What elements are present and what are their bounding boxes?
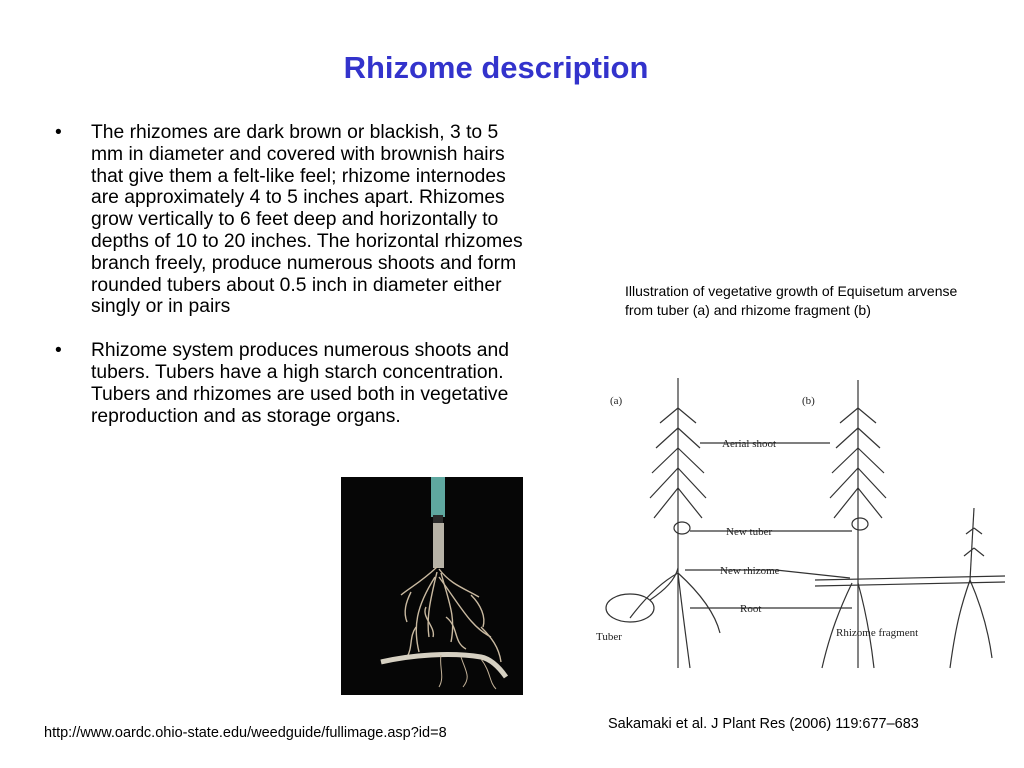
slide-title: Rhizome description (343, 50, 649, 85)
citation-text: Sakamaki et al. J Plant Res (2006) 119:677–683 (608, 716, 919, 732)
bullet-item-1 (48, 122, 528, 318)
rhizome-photo (341, 477, 523, 695)
bullet-item-2 (48, 340, 528, 427)
label-rhizome-fragment: Rhizome fragment (836, 627, 919, 639)
bullet-text-1: The rhizomes are dark brown or blackish, 3 to 5 mm in diameter and covered with brownish hairs that give them a felt-like feel; rhizome internodes are approximately 4 to 5 inches apart. Rhizomes grow vertically to 6 feet deep and horizontally to depths of 10 to 20 inches. The horizontal rhizomes branch freely, produce numerous shoots and form rounded tubers about 0.5 inch in diameter either singly or in pairs (91, 122, 523, 318)
label-new-tuber: New tuber (726, 526, 773, 538)
bullet-list (48, 122, 528, 449)
label-root: Root (740, 603, 762, 615)
label-aerial-shoot: Aerial shoot (722, 438, 777, 450)
source-url-link[interactable]: http://www.oardc.ohio-state.edu/weedguide/fullimage.asp?id=8 (44, 725, 447, 741)
bullet-marker: • (55, 340, 62, 362)
equisetum-illustration-image (590, 368, 1010, 688)
figure-caption: Illustration of vegetative growth of Equisetum arvense from tuber (a) and rhizome fragment (b) (625, 283, 958, 318)
bullet-text-2: Rhizome system produces numerous shoots and tubers. Tubers have a high starch concentration. Tubers and rhizomes are used both in vegetative reproduction and as storage organs. (91, 340, 509, 427)
bullet-marker: • (55, 122, 62, 143)
panel-a-label: (a) (610, 395, 623, 407)
label-tuber: Tuber (596, 631, 622, 643)
panel-b-label: (b) (802, 395, 815, 407)
equisetum-illustration (590, 368, 1010, 688)
rhizome-photo-image (341, 477, 523, 695)
label-new-rhizome: New rhizome (720, 565, 780, 577)
